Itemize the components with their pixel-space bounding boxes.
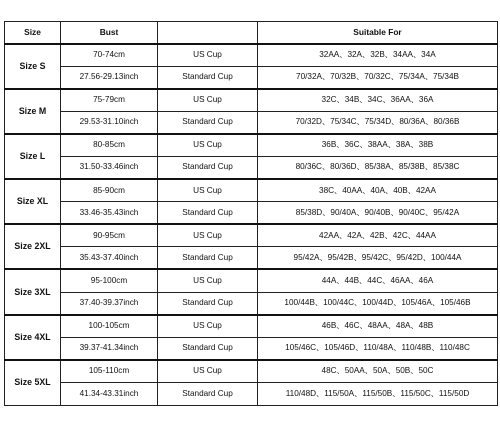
size-cell: Size 4XL [5, 315, 61, 360]
suitable-for-cell: 46B、46C、48AA、48A、48B [258, 315, 498, 338]
cup-type-cell: Standard Cup [158, 292, 258, 315]
bust-inch-cell: 39.37-41.34inch [61, 337, 158, 360]
bust-cm-cell: 90-95cm [61, 224, 158, 247]
table-row [5, 66, 498, 89]
size-cell: Size M [5, 89, 61, 134]
suitable-for-cell: 44A、44B、44C、46AA、46A [258, 269, 498, 292]
cup-type-cell: US Cup [158, 89, 258, 112]
size-chart-table [4, 21, 498, 406]
table-row [5, 179, 498, 202]
size-cell: Size S [5, 44, 61, 89]
table-row [5, 315, 498, 338]
cup-type-cell: Standard Cup [158, 337, 258, 360]
cup-type-cell: US Cup [158, 134, 258, 157]
header-row [5, 22, 498, 44]
table-row [5, 44, 498, 67]
header-bust: Bust [61, 22, 158, 44]
table-row [5, 269, 498, 292]
bust-cm-cell: 105-110cm [61, 360, 158, 383]
bust-cm-cell: 75-79cm [61, 89, 158, 112]
table-row [5, 202, 498, 225]
bust-inch-cell: 27.56-29.13inch [61, 66, 158, 89]
table-row [5, 292, 498, 315]
bust-inch-cell: 29.53-31.10inch [61, 111, 158, 134]
header-size: Size [5, 22, 61, 44]
table-row [5, 111, 498, 134]
cup-type-cell: Standard Cup [158, 156, 258, 179]
table-row [5, 247, 498, 270]
suitable-for-cell: 70/32D、75/34C、75/34D、80/36A、80/36B [258, 111, 498, 134]
bust-inch-cell: 35.43-37.40inch [61, 247, 158, 270]
bust-cm-cell: 85-90cm [61, 179, 158, 202]
suitable-for-cell: 48C、50AA、50A、50B、50C [258, 360, 498, 383]
table-row [5, 360, 498, 383]
bust-inch-cell: 31.50-33.46inch [61, 156, 158, 179]
bust-cm-cell: 70-74cm [61, 44, 158, 67]
cup-type-cell: Standard Cup [158, 111, 258, 134]
size-cell: Size 5XL [5, 360, 61, 405]
bust-cm-cell: 100-105cm [61, 315, 158, 338]
suitable-for-cell: 100/44B、100/44C、100/44D、105/46A、105/46B [258, 292, 498, 315]
suitable-for-cell: 42AA、42A、42B、42C、44AA [258, 224, 498, 247]
suitable-for-cell: 95/42A、95/42B、95/42C、95/42D、100/44A [258, 247, 498, 270]
table-row [5, 134, 498, 157]
suitable-for-cell: 38C、40AA、40A、40B、42AA [258, 179, 498, 202]
suitable-for-cell: 105/46C、105/46D、110/48A、110/48B、110/48C [258, 337, 498, 360]
cup-type-cell: US Cup [158, 224, 258, 247]
suitable-for-cell: 32AA、32A、32B、34AA、34A [258, 44, 498, 67]
bust-inch-cell: 37.40-39.37inch [61, 292, 158, 315]
cup-type-cell: Standard Cup [158, 382, 258, 405]
bust-cm-cell: 80-85cm [61, 134, 158, 157]
cup-type-cell: Standard Cup [158, 247, 258, 270]
size-cell: Size 3XL [5, 269, 61, 314]
suitable-for-cell: 110/48D、115/50A、115/50B、115/50C、115/50D [258, 382, 498, 405]
bust-cm-cell: 95-100cm [61, 269, 158, 292]
table-row [5, 89, 498, 112]
cup-type-cell: US Cup [158, 44, 258, 67]
table-row [5, 156, 498, 179]
cup-type-cell: Standard Cup [158, 202, 258, 225]
size-cell: Size 2XL [5, 224, 61, 269]
cup-type-cell: US Cup [158, 360, 258, 383]
header-cup-type [158, 22, 258, 44]
header-suitable-for: Suitable For [258, 22, 498, 44]
suitable-for-cell: 32C、34B、34C、36AA、36A [258, 89, 498, 112]
suitable-for-cell: 36B、36C、38AA、38A、38B [258, 134, 498, 157]
bust-inch-cell: 41.34-43.31inch [61, 382, 158, 405]
table-row [5, 224, 498, 247]
bust-inch-cell: 33.46-35.43inch [61, 202, 158, 225]
table-row [5, 382, 498, 405]
cup-type-cell: US Cup [158, 269, 258, 292]
cup-type-cell: Standard Cup [158, 66, 258, 89]
suitable-for-cell: 70/32A、70/32B、70/32C、75/34A、75/34B [258, 66, 498, 89]
size-cell: Size XL [5, 179, 61, 224]
suitable-for-cell: 85/38D、90/40A、90/40B、90/40C、95/42A [258, 202, 498, 225]
size-cell: Size L [5, 134, 61, 179]
cup-type-cell: US Cup [158, 179, 258, 202]
cup-type-cell: US Cup [158, 315, 258, 338]
table-row [5, 337, 498, 360]
suitable-for-cell: 80/36C、80/36D、85/38A、85/38B、85/38C [258, 156, 498, 179]
